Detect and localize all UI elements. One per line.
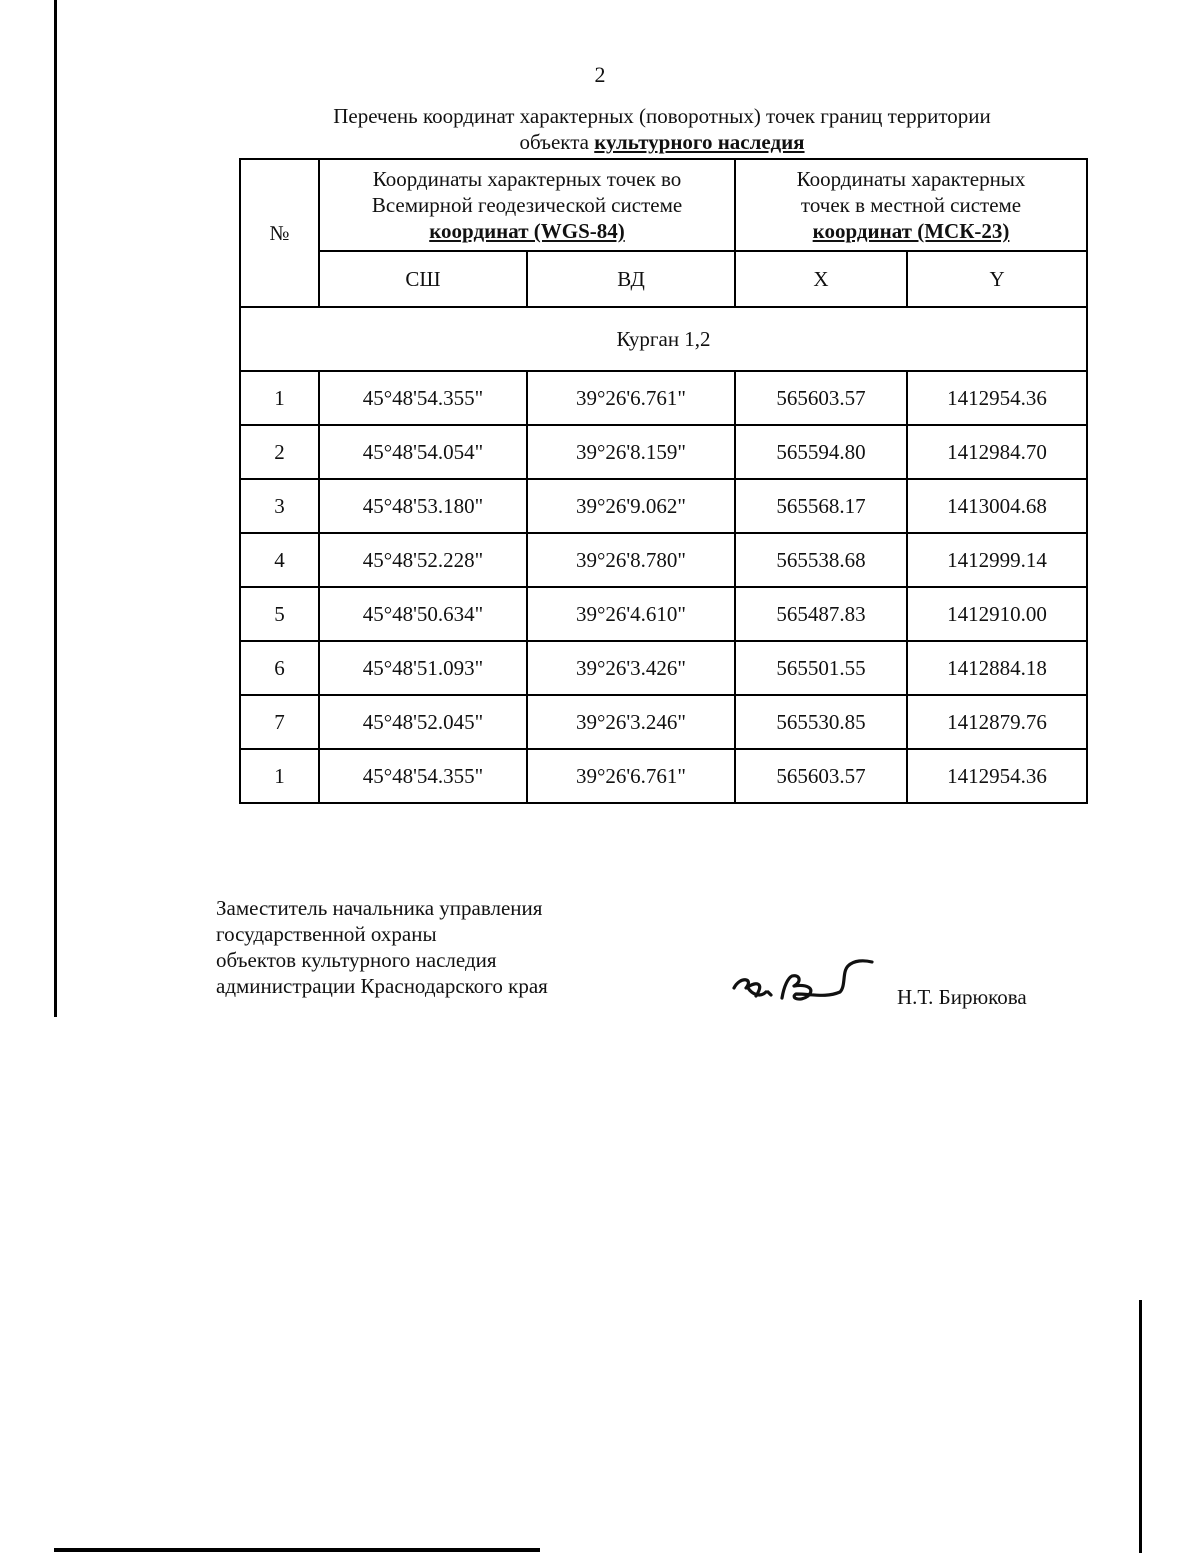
point-number: 5 [240, 587, 319, 641]
point-number: 7 [240, 695, 319, 749]
y-cell: 1412910.00 [907, 587, 1087, 641]
point-number: 3 [240, 479, 319, 533]
lat-header: СШ [319, 251, 527, 307]
y-cell: 1412984.70 [907, 425, 1087, 479]
msk23-header-line-1: Координаты характерных [796, 167, 1026, 191]
point-number: 4 [240, 533, 319, 587]
table-row [240, 533, 1087, 587]
scan-edge-left [54, 0, 57, 1017]
latitude-cell: 45°48'52.228" [319, 533, 527, 587]
y-cell: 1412879.76 [907, 695, 1087, 749]
table-row [240, 695, 1087, 749]
x-cell: 565603.57 [735, 749, 907, 803]
table-header-row [240, 159, 1087, 251]
point-number: 1 [240, 371, 319, 425]
latitude-cell: 45°48'54.355" [319, 749, 527, 803]
y-cell: 1412884.18 [907, 641, 1087, 695]
signatory-position [216, 895, 548, 999]
table-row [240, 479, 1087, 533]
y-cell: 1412954.36 [907, 749, 1087, 803]
latitude-cell: 45°48'50.634" [319, 587, 527, 641]
scan-edge-right [1139, 1300, 1142, 1553]
position-line-3: объектов культурного наследия [216, 948, 497, 972]
longitude-cell: 39°26'9.062" [527, 479, 735, 533]
position-line-4: администрации Краснодарского края [216, 974, 548, 998]
latitude-cell: 45°48'52.045" [319, 695, 527, 749]
point-number: 2 [240, 425, 319, 479]
longitude-cell: 39°26'6.761" [527, 749, 735, 803]
x-cell: 565538.68 [735, 533, 907, 587]
y-cell: 1413004.68 [907, 479, 1087, 533]
longitude-cell: 39°26'8.780" [527, 533, 735, 587]
longitude-cell: 39°26'3.426" [527, 641, 735, 695]
wgs84-header-line-1: Координаты характерных точек во [372, 167, 682, 191]
scan-edge-bottom [54, 1548, 540, 1552]
title-line-2-prefix: объекта [519, 130, 595, 154]
title-line-2 [232, 129, 1092, 155]
document-title [232, 103, 1092, 155]
table-subheader-row [240, 251, 1087, 307]
x-header: X [735, 251, 907, 307]
table-row [240, 371, 1087, 425]
wgs84-header-line-3: координат (WGS-84) [429, 219, 625, 243]
point-number: 1 [240, 749, 319, 803]
longitude-cell: 39°26'6.761" [527, 371, 735, 425]
msk23-header-line-2: точек в местной системе [800, 193, 1022, 217]
signer-name: Н.Т. Бирюкова [897, 985, 1027, 1009]
msk23-group-header [735, 159, 1087, 251]
table-row [240, 641, 1087, 695]
y-cell: 1412999.14 [907, 533, 1087, 587]
x-cell: 565603.57 [735, 371, 907, 425]
wgs84-header-line-2: Всемирной геодезической системе [371, 193, 683, 217]
table-row [240, 425, 1087, 479]
latitude-cell: 45°48'53.180" [319, 479, 527, 533]
latitude-cell: 45°48'54.355" [319, 371, 527, 425]
handwritten-signature [730, 958, 880, 1014]
table-row [240, 749, 1087, 803]
y-header: Y [907, 251, 1087, 307]
x-cell: 565530.85 [735, 695, 907, 749]
latitude-cell: 45°48'54.054" [319, 425, 527, 479]
x-cell: 565568.17 [735, 479, 907, 533]
page-number: 2 [594, 62, 606, 87]
x-cell: 565594.80 [735, 425, 907, 479]
longitude-cell: 39°26'8.159" [527, 425, 735, 479]
section-label: Курган 1,2 [240, 307, 1087, 371]
msk23-header-line-3: координат (МСК-23) [812, 219, 1010, 243]
wgs84-group-header [319, 159, 735, 251]
latitude-cell: 45°48'51.093" [319, 641, 527, 695]
section-row [240, 307, 1087, 371]
title-line-2-underlined: культурного наследия [594, 130, 805, 154]
position-line-1: Заместитель начальника управления [216, 896, 543, 920]
coordinates-table [239, 158, 1088, 804]
number-header: № [240, 159, 319, 307]
y-cell: 1412954.36 [907, 371, 1087, 425]
x-cell: 565501.55 [735, 641, 907, 695]
longitude-cell: 39°26'3.246" [527, 695, 735, 749]
x-cell: 565487.83 [735, 587, 907, 641]
position-line-2: государственной охраны [216, 922, 437, 946]
table-row [240, 587, 1087, 641]
longitude-cell: 39°26'4.610" [527, 587, 735, 641]
lon-header: ВД [527, 251, 735, 307]
title-line-1: Перечень координат характерных (поворотных) точек границ территории [333, 104, 991, 128]
point-number: 6 [240, 641, 319, 695]
